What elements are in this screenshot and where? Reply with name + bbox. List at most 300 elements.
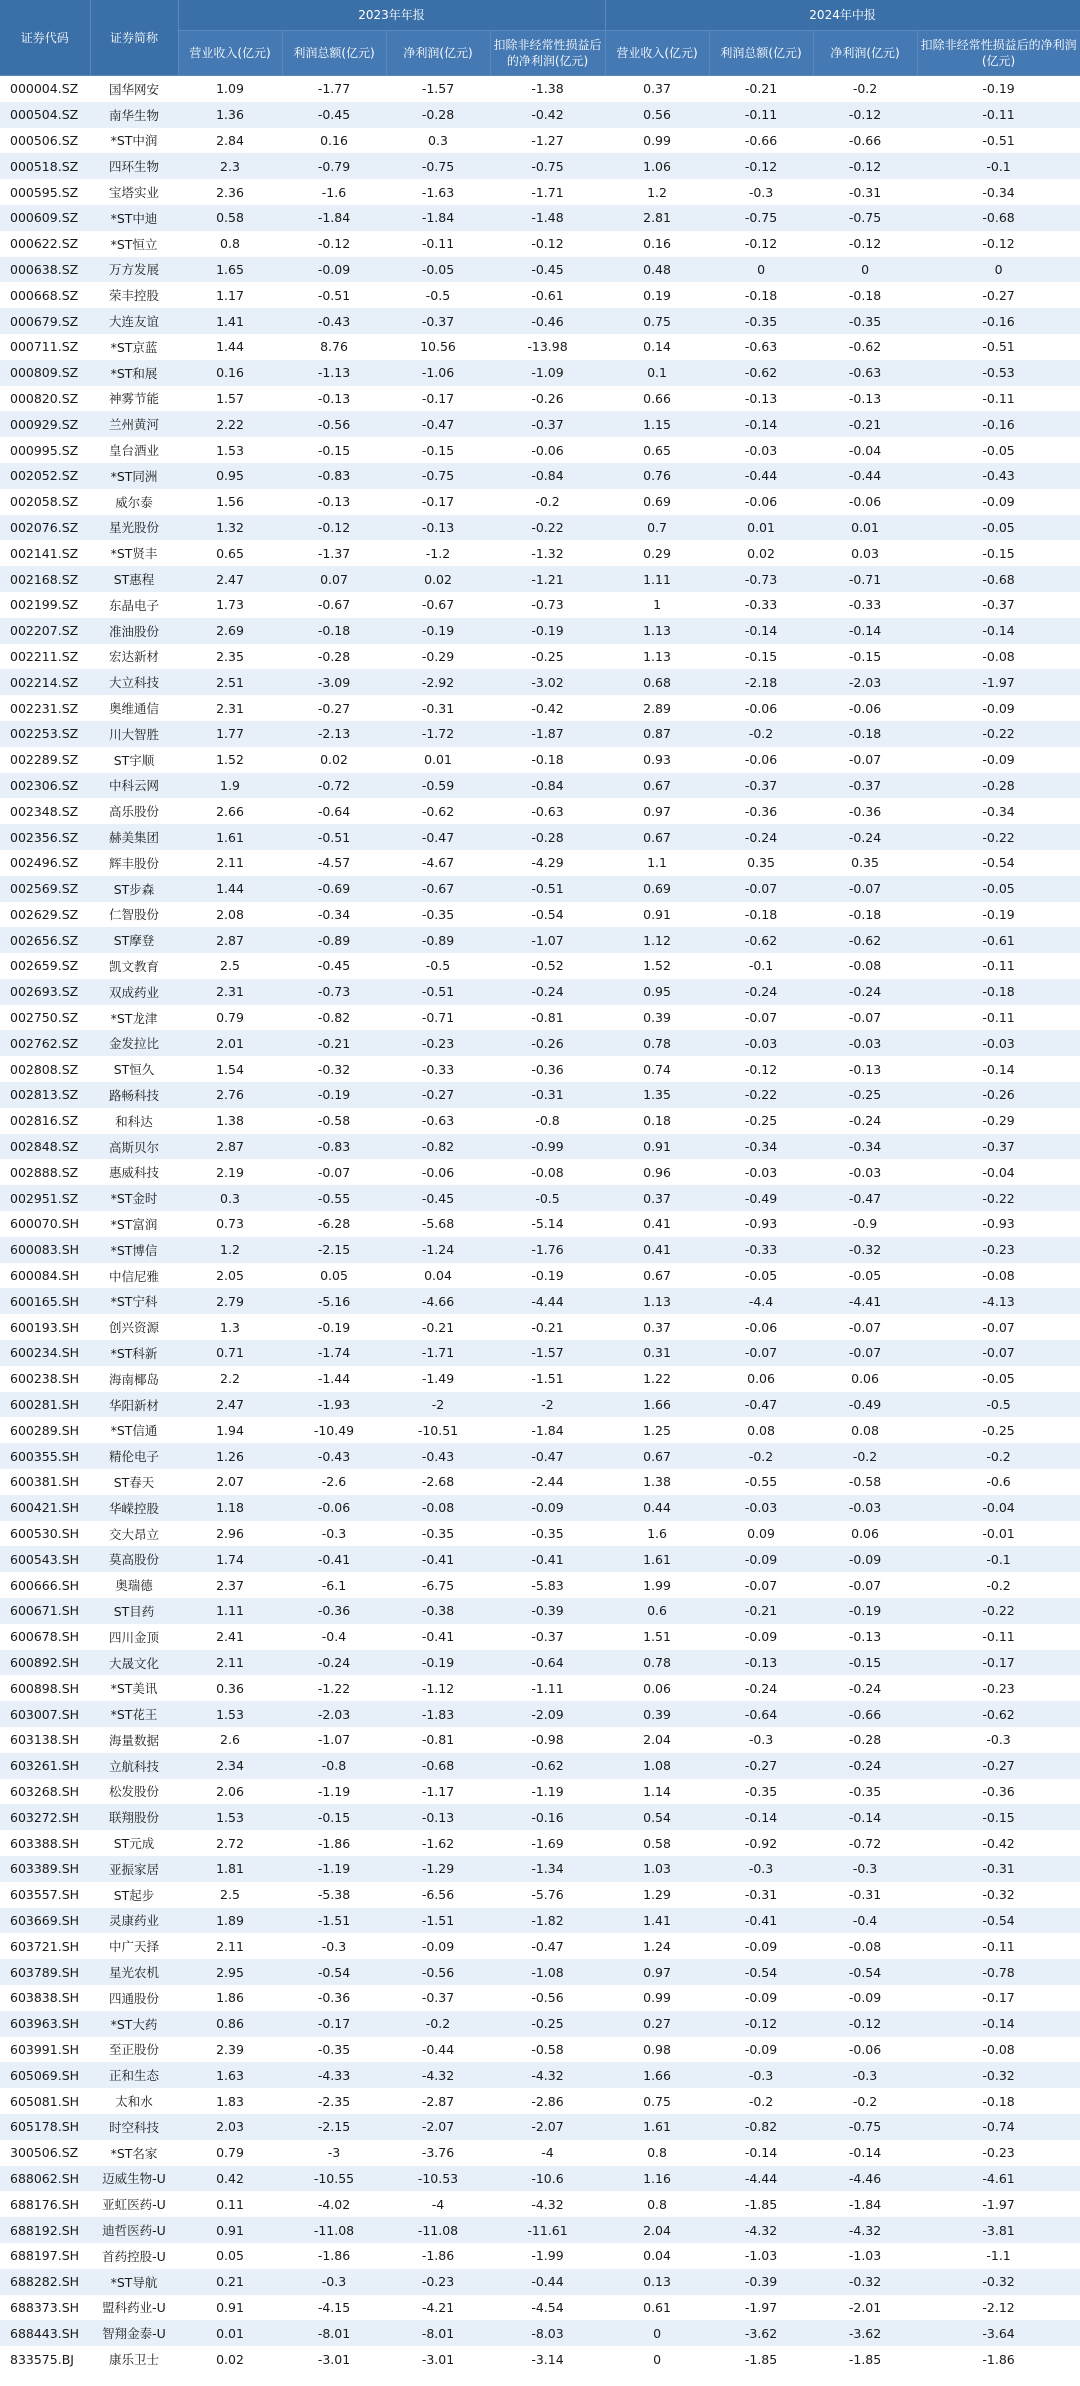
cell-total-profit-2023: -1.86 (282, 2243, 386, 2269)
cell-deducted-net-profit-2024: -0.01 (917, 1521, 1080, 1547)
cell-net-profit-2024: -0.03 (813, 1159, 917, 1185)
cell-total-profit-2023: -11.08 (282, 2217, 386, 2243)
table-row (0, 979, 1080, 1005)
cell-code: 300506.SZ (0, 2140, 90, 2166)
cell-deducted-net-profit-2024: -0.53 (917, 360, 1080, 386)
cell-name: *ST同洲 (90, 463, 178, 489)
cell-net-profit-2023: 0.01 (386, 747, 490, 773)
cell-revenue-2024: 1.35 (605, 1082, 709, 1108)
cell-revenue-2024: 0.48 (605, 257, 709, 283)
cell-code: 603138.SH (0, 1727, 90, 1753)
cell-revenue-2023: 1.56 (178, 489, 282, 515)
cell-name: 联翔股份 (90, 1804, 178, 1830)
table-row (0, 1521, 1080, 1547)
cell-net-profit-2024: -0.24 (813, 1753, 917, 1779)
cell-net-profit-2024: -0.44 (813, 463, 917, 489)
cell-total-profit-2023: -0.12 (282, 515, 386, 541)
cell-revenue-2024: 0.8 (605, 2140, 709, 2166)
cell-deducted-net-profit-2024: -0.34 (917, 798, 1080, 824)
table-row (0, 308, 1080, 334)
cell-name: *ST贤丰 (90, 540, 178, 566)
cell-name: ST元成 (90, 1830, 178, 1856)
cell-code: 002356.SZ (0, 824, 90, 850)
table-row (0, 2140, 1080, 2166)
cell-code: 000518.SZ (0, 153, 90, 179)
cell-code: 002231.SZ (0, 695, 90, 721)
header-total-profit-2024: 利润总额(亿元) (709, 31, 813, 76)
cell-net-profit-2023: -0.28 (386, 102, 490, 128)
cell-deducted-net-profit-2023: -0.35 (490, 1521, 605, 1547)
cell-code: 600355.SH (0, 1443, 90, 1469)
cell-revenue-2024: 1.24 (605, 1933, 709, 1959)
cell-net-profit-2024: -0.28 (813, 1727, 917, 1753)
cell-total-profit-2024: -0.54 (709, 1959, 813, 1985)
cell-total-profit-2024: -0.3 (709, 179, 813, 205)
header-total-profit-2023: 利润总额(亿元) (282, 31, 386, 76)
cell-revenue-2023: 1.65 (178, 257, 282, 283)
cell-total-profit-2024: -0.39 (709, 2269, 813, 2295)
cell-name: 金发拉比 (90, 1030, 178, 1056)
cell-total-profit-2023: -0.67 (282, 592, 386, 618)
cell-net-profit-2024: -2.01 (813, 2295, 917, 2321)
cell-revenue-2023: 1.41 (178, 308, 282, 334)
cell-deducted-net-profit-2024: -0.05 (917, 876, 1080, 902)
cell-total-profit-2024: -0.09 (709, 1933, 813, 1959)
cell-deducted-net-profit-2023: -4.32 (490, 2062, 605, 2088)
cell-total-profit-2024: -0.93 (709, 1211, 813, 1237)
cell-code: 605178.SH (0, 2114, 90, 2140)
cell-revenue-2023: 2.76 (178, 1082, 282, 1108)
cell-deducted-net-profit-2023: -4.29 (490, 850, 605, 876)
cell-revenue-2024: 0.39 (605, 1005, 709, 1031)
cell-net-profit-2023: 10.56 (386, 334, 490, 360)
cell-name: 万方发展 (90, 257, 178, 283)
cell-net-profit-2023: -0.11 (386, 231, 490, 257)
cell-deducted-net-profit-2023: -0.47 (490, 1933, 605, 1959)
cell-deducted-net-profit-2023: -10.6 (490, 2166, 605, 2192)
cell-name: *ST信通 (90, 1417, 178, 1443)
cell-revenue-2024: 0.97 (605, 798, 709, 824)
cell-net-profit-2023: -8.01 (386, 2320, 490, 2346)
cell-name: 盟科药业-U (90, 2295, 178, 2321)
cell-total-profit-2024: -0.11 (709, 102, 813, 128)
cell-net-profit-2023: -0.15 (386, 437, 490, 463)
cell-total-profit-2023: -0.13 (282, 489, 386, 515)
cell-total-profit-2024: -4.4 (709, 1288, 813, 1314)
cell-net-profit-2024: -2.03 (813, 669, 917, 695)
cell-deducted-net-profit-2023: -0.06 (490, 437, 605, 463)
cell-total-profit-2024: 0 (709, 257, 813, 283)
cell-net-profit-2023: -1.2 (386, 540, 490, 566)
cell-deducted-net-profit-2024: -0.14 (917, 618, 1080, 644)
cell-name: 首药控股-U (90, 2243, 178, 2269)
table-row (0, 1727, 1080, 1753)
cell-total-profit-2024: -0.07 (709, 876, 813, 902)
cell-total-profit-2023: -1.19 (282, 1779, 386, 1805)
cell-deducted-net-profit-2024: -0.54 (917, 1908, 1080, 1934)
cell-revenue-2024: 0.13 (605, 2269, 709, 2295)
cell-revenue-2023: 2.3 (178, 153, 282, 179)
cell-deducted-net-profit-2024: -0.68 (917, 566, 1080, 592)
cell-deducted-net-profit-2024: -0.2 (917, 1572, 1080, 1598)
cell-revenue-2023: 0.73 (178, 1211, 282, 1237)
cell-net-profit-2023: -1.51 (386, 1908, 490, 1934)
cell-net-profit-2024: -0.66 (813, 128, 917, 154)
cell-revenue-2023: 1.83 (178, 2088, 282, 2114)
table-row (0, 1134, 1080, 1160)
cell-deducted-net-profit-2024: -0.1 (917, 1546, 1080, 1572)
table-row (0, 1314, 1080, 1340)
cell-net-profit-2024: -0.07 (813, 747, 917, 773)
cell-total-profit-2024: -0.33 (709, 1237, 813, 1263)
table-row (0, 566, 1080, 592)
cell-deducted-net-profit-2023: -0.46 (490, 308, 605, 334)
cell-deducted-net-profit-2023: -0.24 (490, 979, 605, 1005)
cell-code: 002168.SZ (0, 566, 90, 592)
cell-code: 600666.SH (0, 1572, 90, 1598)
cell-total-profit-2024: -0.3 (709, 1727, 813, 1753)
cell-deducted-net-profit-2023: -0.84 (490, 463, 605, 489)
cell-code: 000809.SZ (0, 360, 90, 386)
cell-revenue-2023: 0.11 (178, 2191, 282, 2217)
cell-total-profit-2023: -0.79 (282, 153, 386, 179)
cell-total-profit-2023: -1.44 (282, 1366, 386, 1392)
cell-deducted-net-profit-2023: -1.76 (490, 1237, 605, 1263)
cell-total-profit-2024: 0.06 (709, 1366, 813, 1392)
table-row (0, 1392, 1080, 1418)
cell-revenue-2024: 2.81 (605, 205, 709, 231)
cell-net-profit-2024: -0.13 (813, 1056, 917, 1082)
cell-deducted-net-profit-2023: -1.82 (490, 1908, 605, 1934)
cell-name: *ST科新 (90, 1340, 178, 1366)
cell-revenue-2024: 0.95 (605, 979, 709, 1005)
cell-revenue-2023: 1.3 (178, 1314, 282, 1340)
cell-total-profit-2023: -4.15 (282, 2295, 386, 2321)
table-row (0, 1546, 1080, 1572)
cell-total-profit-2023: -0.07 (282, 1159, 386, 1185)
cell-net-profit-2023: -0.67 (386, 592, 490, 618)
cell-net-profit-2024: 0.01 (813, 515, 917, 541)
cell-revenue-2023: 1.36 (178, 102, 282, 128)
cell-deducted-net-profit-2024: -0.04 (917, 1159, 1080, 1185)
cell-name: 亚虹医药-U (90, 2191, 178, 2217)
cell-net-profit-2023: -1.72 (386, 721, 490, 747)
cell-revenue-2023: 2.06 (178, 1779, 282, 1805)
cell-total-profit-2024: 0.35 (709, 850, 813, 876)
cell-revenue-2023: 2.22 (178, 411, 282, 437)
cell-total-profit-2023: -0.24 (282, 1650, 386, 1676)
cell-deducted-net-profit-2024: -0.23 (917, 1237, 1080, 1263)
cell-total-profit-2024: -0.33 (709, 592, 813, 618)
cell-net-profit-2024: -0.75 (813, 205, 917, 231)
cell-deducted-net-profit-2023: -1.09 (490, 360, 605, 386)
cell-net-profit-2023: -0.75 (386, 463, 490, 489)
cell-revenue-2023: 0.16 (178, 360, 282, 386)
cell-revenue-2023: 1.17 (178, 282, 282, 308)
cell-deducted-net-profit-2024: -0.16 (917, 411, 1080, 437)
cell-revenue-2023: 1.54 (178, 1056, 282, 1082)
cell-revenue-2024: 0.96 (605, 1159, 709, 1185)
cell-total-profit-2023: -2.13 (282, 721, 386, 747)
header-deducted-net-profit-2024: 扣除非经常性损益后的净利润(亿元) (917, 31, 1080, 76)
cell-total-profit-2023: -0.06 (282, 1495, 386, 1521)
cell-code: 000820.SZ (0, 386, 90, 412)
cell-total-profit-2023: -0.64 (282, 798, 386, 824)
cell-revenue-2024: 0.56 (605, 102, 709, 128)
cell-total-profit-2023: -1.22 (282, 1675, 386, 1701)
cell-deducted-net-profit-2024: -0.05 (917, 515, 1080, 541)
cell-revenue-2024: 0.18 (605, 1108, 709, 1134)
cell-code: 600543.SH (0, 1546, 90, 1572)
cell-code: 002693.SZ (0, 979, 90, 1005)
cell-net-profit-2023: -10.51 (386, 1417, 490, 1443)
cell-total-profit-2023: -0.19 (282, 1314, 386, 1340)
cell-net-profit-2023: -1.29 (386, 1856, 490, 1882)
cell-revenue-2023: 0.65 (178, 540, 282, 566)
cell-revenue-2024: 1.13 (605, 618, 709, 644)
cell-deducted-net-profit-2023: -8.03 (490, 2320, 605, 2346)
cell-code: 000929.SZ (0, 411, 90, 437)
table-header (0, 0, 1080, 76)
cell-net-profit-2024: -0.25 (813, 1082, 917, 1108)
cell-revenue-2024: 0.69 (605, 489, 709, 515)
cell-net-profit-2023: -0.71 (386, 1005, 490, 1031)
cell-net-profit-2024: -0.09 (813, 1546, 917, 1572)
cell-deducted-net-profit-2023: -0.2 (490, 489, 605, 515)
cell-total-profit-2023: -0.36 (282, 1598, 386, 1624)
table-row (0, 1753, 1080, 1779)
cell-total-profit-2023: -0.54 (282, 1959, 386, 1985)
table-row (0, 334, 1080, 360)
cell-deducted-net-profit-2023: -2 (490, 1392, 605, 1418)
cell-net-profit-2023: -6.75 (386, 1572, 490, 1598)
cell-total-profit-2024: -0.03 (709, 1495, 813, 1521)
cell-deducted-net-profit-2023: -1.87 (490, 721, 605, 747)
cell-revenue-2023: 2.11 (178, 1933, 282, 1959)
header-code: 证券代码 (0, 0, 90, 76)
cell-revenue-2024: 0.76 (605, 463, 709, 489)
cell-code: 002750.SZ (0, 1005, 90, 1031)
cell-deducted-net-profit-2024: -0.09 (917, 695, 1080, 721)
cell-net-profit-2023: -1.84 (386, 205, 490, 231)
cell-revenue-2023: 2.96 (178, 1521, 282, 1547)
cell-net-profit-2024: -0.31 (813, 179, 917, 205)
cell-code: 688062.SH (0, 2166, 90, 2192)
cell-code: 000504.SZ (0, 102, 90, 128)
cell-total-profit-2024: -0.3 (709, 2062, 813, 2088)
cell-net-profit-2024: -0.14 (813, 618, 917, 644)
cell-deducted-net-profit-2024: -0.18 (917, 2088, 1080, 2114)
table-row (0, 1237, 1080, 1263)
cell-deducted-net-profit-2024: -0.1 (917, 153, 1080, 179)
cell-code: 002848.SZ (0, 1134, 90, 1160)
table-row (0, 2243, 1080, 2269)
cell-net-profit-2024: 0.08 (813, 1417, 917, 1443)
cell-revenue-2024: 1.52 (605, 953, 709, 979)
cell-revenue-2023: 1.53 (178, 1804, 282, 1830)
cell-net-profit-2024: -0.07 (813, 876, 917, 902)
cell-deducted-net-profit-2023: -0.8 (490, 1108, 605, 1134)
cell-revenue-2023: 1.11 (178, 1598, 282, 1624)
cell-name: ST恒久 (90, 1056, 178, 1082)
table-row (0, 2166, 1080, 2192)
cell-code: 603838.SH (0, 1985, 90, 2011)
cell-total-profit-2024: 0.08 (709, 1417, 813, 1443)
cell-deducted-net-profit-2023: -4.54 (490, 2295, 605, 2321)
cell-total-profit-2023: -5.38 (282, 1882, 386, 1908)
cell-revenue-2023: 2.51 (178, 669, 282, 695)
cell-code: 603963.SH (0, 2011, 90, 2037)
cell-code: 688443.SH (0, 2320, 90, 2346)
cell-total-profit-2024: -0.25 (709, 1108, 813, 1134)
cell-deducted-net-profit-2023: -0.19 (490, 1263, 605, 1289)
cell-revenue-2024: 1.15 (605, 411, 709, 437)
cell-revenue-2024: 1 (605, 592, 709, 618)
cell-name: 交大昂立 (90, 1521, 178, 1547)
cell-net-profit-2024: -0.62 (813, 334, 917, 360)
cell-deducted-net-profit-2024: -0.29 (917, 1108, 1080, 1134)
cell-net-profit-2023: -0.67 (386, 876, 490, 902)
cell-revenue-2023: 1.32 (178, 515, 282, 541)
cell-deducted-net-profit-2023: -1.69 (490, 1830, 605, 1856)
cell-deducted-net-profit-2023: -1.38 (490, 76, 605, 102)
cell-net-profit-2024: -0.35 (813, 308, 917, 334)
cell-total-profit-2023: -0.27 (282, 695, 386, 721)
cell-total-profit-2023: -3 (282, 2140, 386, 2166)
cell-net-profit-2023: -4.21 (386, 2295, 490, 2321)
cell-deducted-net-profit-2024: -0.12 (917, 231, 1080, 257)
cell-deducted-net-profit-2024: -0.93 (917, 1211, 1080, 1237)
cell-revenue-2024: 1.1 (605, 850, 709, 876)
cell-code: 600238.SH (0, 1366, 90, 1392)
cell-total-profit-2024: -0.63 (709, 334, 813, 360)
table-row (0, 1108, 1080, 1134)
cell-revenue-2023: 0.79 (178, 1005, 282, 1031)
cell-name: *ST导航 (90, 2269, 178, 2295)
cell-net-profit-2023: -0.47 (386, 824, 490, 850)
cell-deducted-net-profit-2023: -0.36 (490, 1056, 605, 1082)
cell-revenue-2023: 2.79 (178, 1288, 282, 1314)
cell-total-profit-2023: -0.13 (282, 386, 386, 412)
cell-net-profit-2023: -0.17 (386, 489, 490, 515)
cell-deducted-net-profit-2024: -0.22 (917, 721, 1080, 747)
cell-net-profit-2023: -10.53 (386, 2166, 490, 2192)
cell-net-profit-2023: -0.06 (386, 1159, 490, 1185)
cell-revenue-2023: 2.34 (178, 1753, 282, 1779)
cell-code: 603272.SH (0, 1804, 90, 1830)
cell-name: *ST中润 (90, 128, 178, 154)
cell-deducted-net-profit-2024: -0.11 (917, 386, 1080, 412)
cell-total-profit-2024: -0.09 (709, 1985, 813, 2011)
cell-net-profit-2023: -0.23 (386, 1030, 490, 1056)
cell-total-profit-2024: -0.14 (709, 618, 813, 644)
cell-name: 奥维通信 (90, 695, 178, 721)
cell-revenue-2023: 2.39 (178, 2037, 282, 2063)
cell-net-profit-2024: -0.15 (813, 644, 917, 670)
cell-total-profit-2024: -0.07 (709, 1340, 813, 1366)
cell-net-profit-2024: 0.35 (813, 850, 917, 876)
cell-total-profit-2023: -0.83 (282, 1134, 386, 1160)
cell-code: 002348.SZ (0, 798, 90, 824)
cell-code: 688373.SH (0, 2295, 90, 2321)
cell-name: ST惠程 (90, 566, 178, 592)
header-net-profit-2023: 净利润(亿元) (386, 31, 490, 76)
cell-net-profit-2024: -0.21 (813, 411, 917, 437)
cell-code: 002199.SZ (0, 592, 90, 618)
cell-deducted-net-profit-2023: -0.12 (490, 231, 605, 257)
cell-deducted-net-profit-2024: -0.37 (917, 1134, 1080, 1160)
cell-revenue-2023: 1.74 (178, 1546, 282, 1572)
cell-net-profit-2023: -1.49 (386, 1366, 490, 1392)
cell-deducted-net-profit-2024: -0.03 (917, 1030, 1080, 1056)
table-row (0, 153, 1080, 179)
table-row (0, 437, 1080, 463)
cell-code: 000679.SZ (0, 308, 90, 334)
cell-name: *ST京蓝 (90, 334, 178, 360)
cell-net-profit-2024: -0.47 (813, 1185, 917, 1211)
cell-code: 600892.SH (0, 1650, 90, 1676)
cell-net-profit-2023: -0.08 (386, 1495, 490, 1521)
cell-net-profit-2023: -4 (386, 2191, 490, 2217)
cell-name: 华嵘控股 (90, 1495, 178, 1521)
cell-name: ST步森 (90, 876, 178, 902)
cell-revenue-2024: 0.87 (605, 721, 709, 747)
table-row (0, 927, 1080, 953)
table-row (0, 1959, 1080, 1985)
cell-total-profit-2024: -0.13 (709, 1650, 813, 1676)
cell-name: 康乐卫士 (90, 2346, 178, 2372)
cell-name: 兰州黄河 (90, 411, 178, 437)
cell-total-profit-2023: -0.28 (282, 644, 386, 670)
cell-code: 688176.SH (0, 2191, 90, 2217)
cell-revenue-2024: 0.41 (605, 1211, 709, 1237)
cell-code: 600289.SH (0, 1417, 90, 1443)
cell-revenue-2024: 0.66 (605, 386, 709, 412)
cell-code: 600678.SH (0, 1624, 90, 1650)
cell-revenue-2024: 1.08 (605, 1753, 709, 1779)
cell-revenue-2024: 1.66 (605, 1392, 709, 1418)
cell-net-profit-2024: -0.71 (813, 566, 917, 592)
table-row (0, 411, 1080, 437)
cell-name: 四川金顶 (90, 1624, 178, 1650)
cell-net-profit-2023: 0.02 (386, 566, 490, 592)
cell-deducted-net-profit-2023: -0.61 (490, 282, 605, 308)
cell-revenue-2024: 1.99 (605, 1572, 709, 1598)
cell-total-profit-2023: -0.43 (282, 1443, 386, 1469)
cell-name: 四环生物 (90, 153, 178, 179)
cell-name: *ST宁科 (90, 1288, 178, 1314)
cell-deducted-net-profit-2024: -0.07 (917, 1314, 1080, 1340)
cell-revenue-2023: 2.84 (178, 128, 282, 154)
cell-net-profit-2024: -0.2 (813, 76, 917, 102)
cell-total-profit-2023: -4.33 (282, 2062, 386, 2088)
cell-total-profit-2023: -2.03 (282, 1701, 386, 1727)
table-row (0, 2269, 1080, 2295)
cell-net-profit-2024: -0.24 (813, 979, 917, 1005)
cell-name: 灵康药业 (90, 1908, 178, 1934)
cell-revenue-2024: 0.19 (605, 282, 709, 308)
cell-total-profit-2024: -0.14 (709, 411, 813, 437)
cell-revenue-2023: 2.11 (178, 850, 282, 876)
cell-code: 600421.SH (0, 1495, 90, 1521)
cell-revenue-2024: 0.37 (605, 1314, 709, 1340)
cell-code: 600898.SH (0, 1675, 90, 1701)
table-row (0, 179, 1080, 205)
table-row (0, 592, 1080, 618)
cell-deducted-net-profit-2024: -0.26 (917, 1082, 1080, 1108)
cell-deducted-net-profit-2024: -0.78 (917, 1959, 1080, 1985)
cell-total-profit-2023: -1.77 (282, 76, 386, 102)
